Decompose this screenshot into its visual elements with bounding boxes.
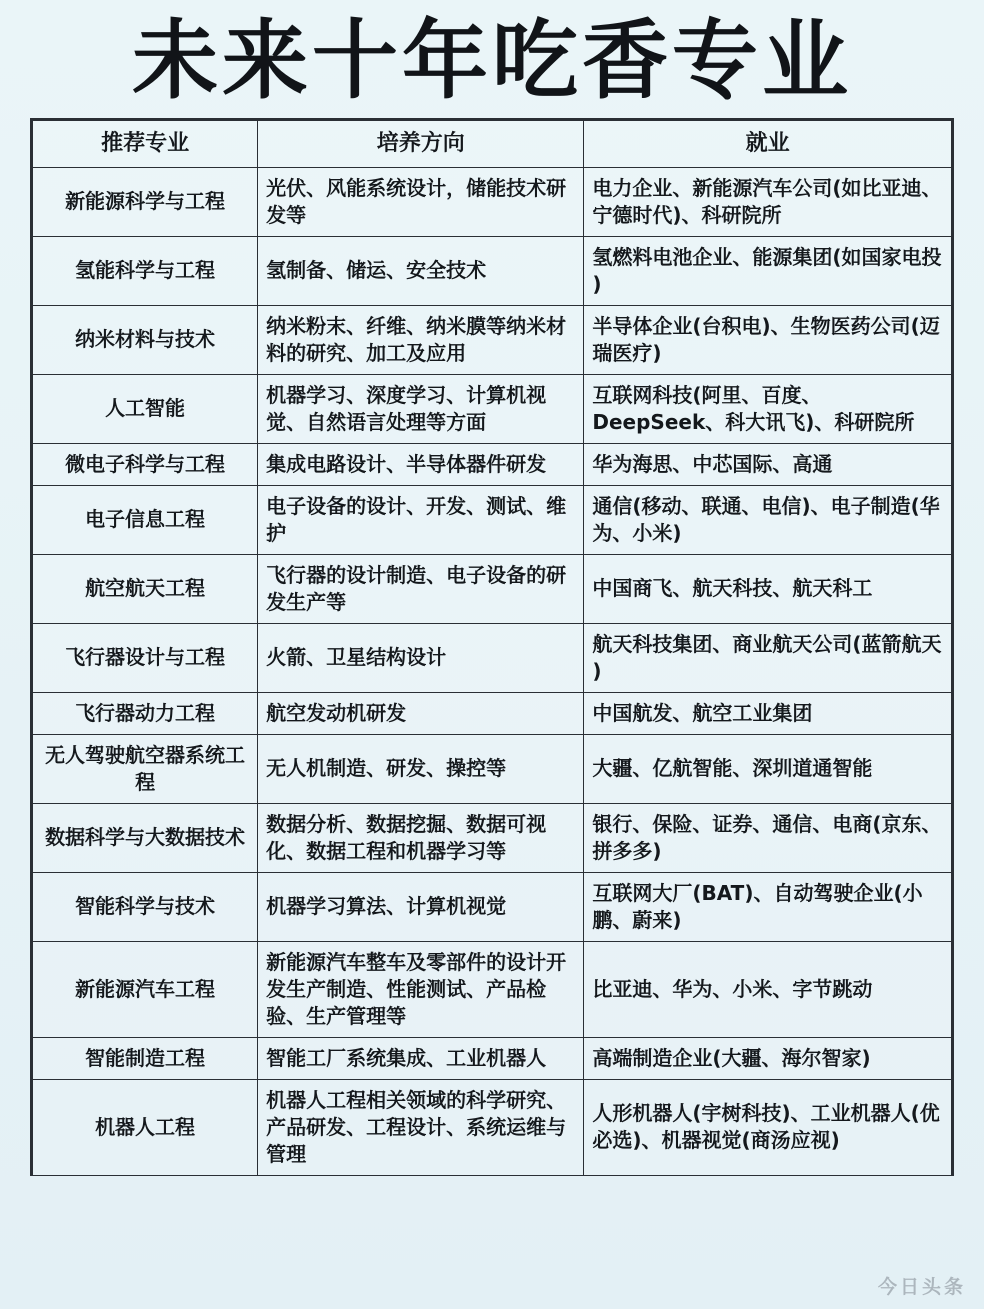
cell-direction: 光伏、风能系统设计，储能技术研发等 bbox=[258, 167, 584, 236]
cell-direction: 数据分析、数据挖掘、数据可视化、数据工程和机器学习等 bbox=[258, 803, 584, 872]
cell-direction: 机器人工程相关领域的科学研究、产品研发、工程设计、系统运维与管理 bbox=[258, 1079, 584, 1175]
table-row bbox=[33, 1079, 952, 1175]
cell-major: 数据科学与大数据技术 bbox=[33, 803, 258, 872]
cell-direction: 飞行器的设计制造、电子设备的研发生产等 bbox=[258, 554, 584, 623]
cell-direction: 纳米粉末、纤维、纳米膜等纳米材料的研究、加工及应用 bbox=[258, 305, 584, 374]
cell-major: 飞行器设计与工程 bbox=[33, 623, 258, 692]
cell-employment: 互联网科技(阿里、百度、DeepSeek、科大讯飞)、科研院所 bbox=[584, 374, 952, 443]
cell-major: 新能源科学与工程 bbox=[33, 167, 258, 236]
column-header-major: 推荐专业 bbox=[33, 121, 258, 168]
cell-employment: 比亚迪、华为、小米、字节跳动 bbox=[584, 941, 952, 1037]
cell-direction: 电子设备的设计、开发、测试、维护 bbox=[258, 485, 584, 554]
cell-employment: 人形机器人(宇树科技)、工业机器人(优必选)、机器视觉(商汤应视) bbox=[584, 1079, 952, 1175]
table-row bbox=[33, 485, 952, 554]
table-row bbox=[33, 167, 952, 236]
cell-major: 飞行器动力工程 bbox=[33, 692, 258, 734]
cell-direction: 机器学习、深度学习、计算机视觉、自然语言处理等方面 bbox=[258, 374, 584, 443]
majors-table-container bbox=[30, 118, 954, 1176]
table-row bbox=[33, 941, 952, 1037]
cell-major: 氢能科学与工程 bbox=[33, 236, 258, 305]
table-row bbox=[33, 623, 952, 692]
cell-major: 电子信息工程 bbox=[33, 485, 258, 554]
cell-employment: 银行、保险、证券、通信、电商(京东、拼多多) bbox=[584, 803, 952, 872]
cell-employment: 华为海思、中芯国际、高通 bbox=[584, 443, 952, 485]
table-body bbox=[33, 167, 952, 1175]
table-row bbox=[33, 236, 952, 305]
cell-direction: 智能工厂系统集成、工业机器人 bbox=[258, 1037, 584, 1079]
table-row bbox=[33, 734, 952, 803]
cell-direction: 新能源汽车整车及零部件的设计开发生产制造、性能测试、产品检验、生产管理等 bbox=[258, 941, 584, 1037]
table-row bbox=[33, 554, 952, 623]
table-row bbox=[33, 1037, 952, 1079]
table-row bbox=[33, 374, 952, 443]
cell-major: 纳米材料与技术 bbox=[33, 305, 258, 374]
cell-major: 新能源汽车工程 bbox=[33, 941, 258, 1037]
table-row bbox=[33, 443, 952, 485]
table-header-row bbox=[33, 121, 952, 168]
table-row bbox=[33, 692, 952, 734]
cell-employment: 中国航发、航空工业集团 bbox=[584, 692, 952, 734]
cell-direction: 集成电路设计、半导体器件研发 bbox=[258, 443, 584, 485]
cell-employment: 氢燃料电池企业、能源集团(如国家电投 ) bbox=[584, 236, 952, 305]
watermark: 今日头条 bbox=[877, 1276, 966, 1298]
cell-major: 微电子科学与工程 bbox=[33, 443, 258, 485]
cell-employment: 中国商飞、航天科技、航天科工 bbox=[584, 554, 952, 623]
cell-employment: 高端制造企业(大疆、海尔智家) bbox=[584, 1037, 952, 1079]
cell-major: 机器人工程 bbox=[33, 1079, 258, 1175]
cell-major: 智能科学与技术 bbox=[33, 872, 258, 941]
cell-employment: 电力企业、新能源汽车公司(如比亚迪、宁德时代)、科研院所 bbox=[584, 167, 952, 236]
cell-direction: 航空发动机研发 bbox=[258, 692, 584, 734]
cell-employment: 航天科技集团、商业航天公司(蓝箭航天 ) bbox=[584, 623, 952, 692]
cell-direction: 火箭、卫星结构设计 bbox=[258, 623, 584, 692]
cell-major: 人工智能 bbox=[33, 374, 258, 443]
cell-employment: 互联网大厂(BAT)、自动驾驶企业(小鹏、蔚来) bbox=[584, 872, 952, 941]
cell-employment: 半导体企业(台积电)、生物医药公司(迈瑞医疗) bbox=[584, 305, 952, 374]
table-row bbox=[33, 872, 952, 941]
column-header-employment: 就业 bbox=[584, 121, 952, 168]
cell-major: 智能制造工程 bbox=[33, 1037, 258, 1079]
page-title: 未来十年吃香专业 bbox=[132, 11, 852, 111]
majors-table bbox=[32, 120, 952, 1176]
cell-major: 无人驾驶航空器系统工程 bbox=[33, 734, 258, 803]
cell-major: 航空航天工程 bbox=[33, 554, 258, 623]
table-row bbox=[33, 803, 952, 872]
table-row bbox=[33, 305, 952, 374]
cell-employment: 大疆、亿航智能、深圳道通智能 bbox=[584, 734, 952, 803]
cell-direction: 氢制备、储运、安全技术 bbox=[258, 236, 584, 305]
cell-employment: 通信(移动、联通、电信)、电子制造(华为、小米) bbox=[584, 485, 952, 554]
cell-direction: 机器学习算法、计算机视觉 bbox=[258, 872, 584, 941]
column-header-direction: 培养方向 bbox=[258, 121, 584, 168]
cell-direction: 无人机制造、研发、操控等 bbox=[258, 734, 584, 803]
